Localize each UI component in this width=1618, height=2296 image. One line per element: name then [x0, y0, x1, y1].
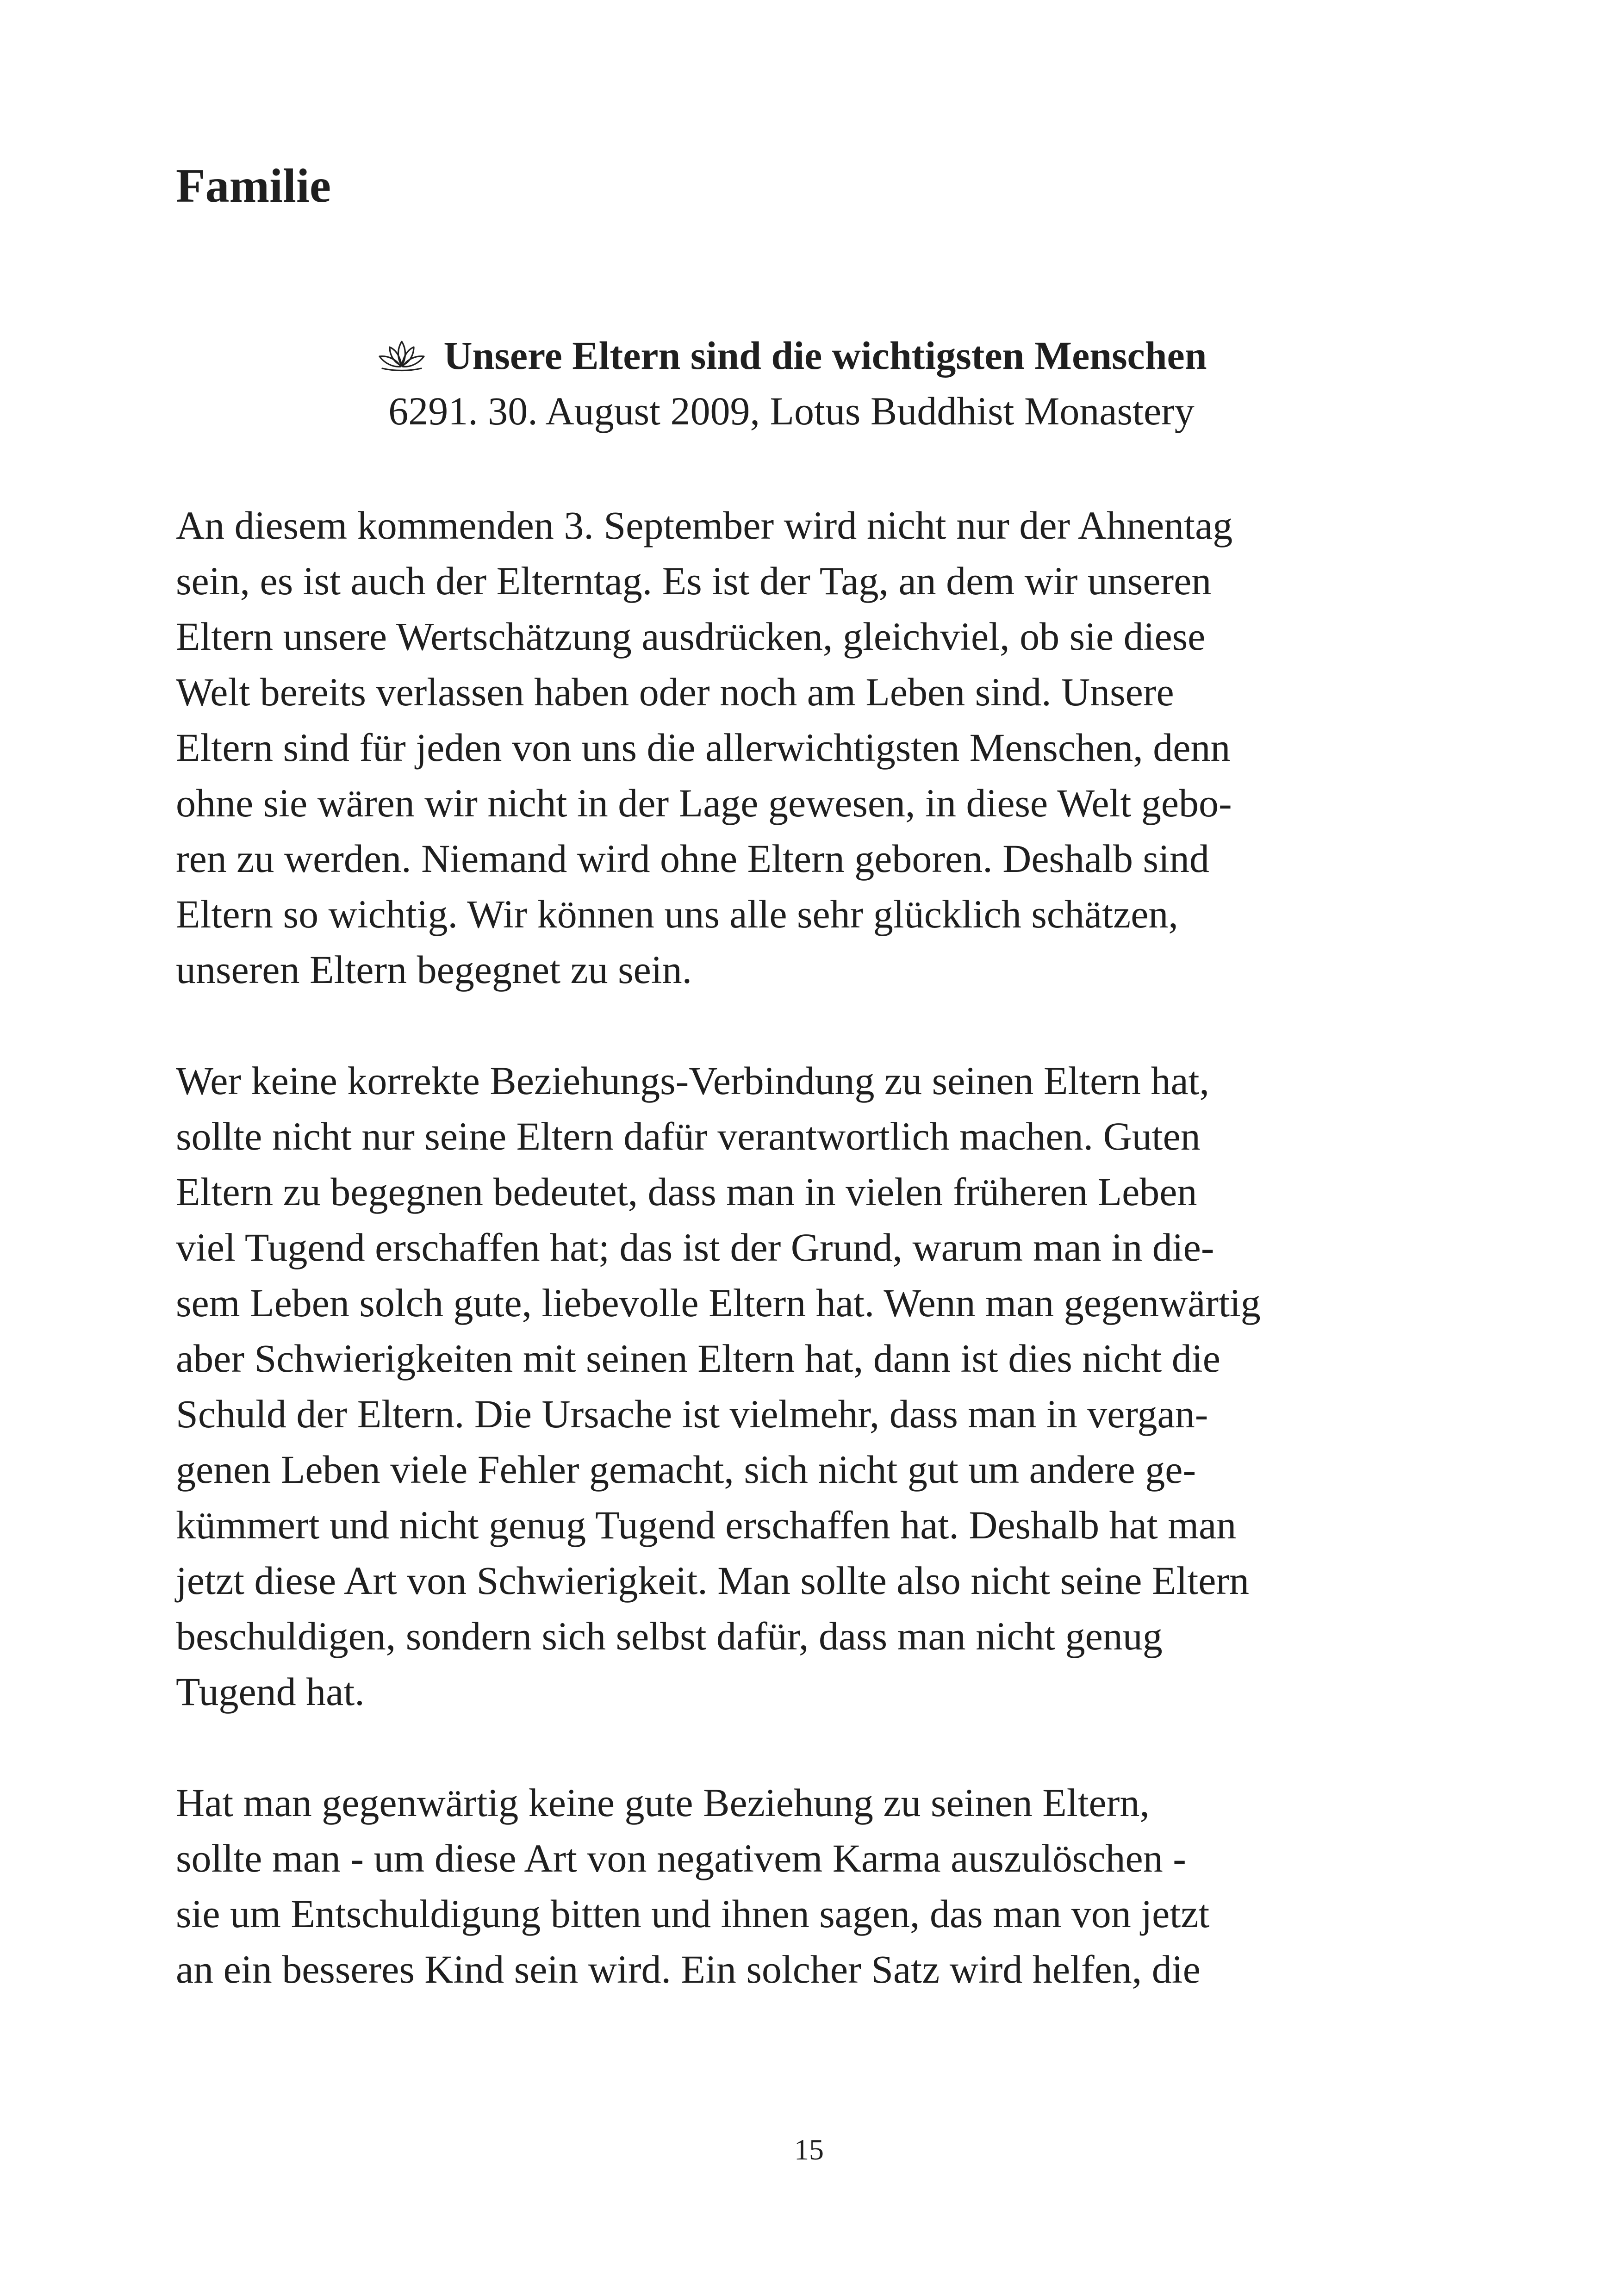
text-line: an ein besseres Kind sein wird. Ein solcher Satz wird helfen, die — [176, 1947, 1201, 1991]
text-line: Welt bereits verlassen haben oder noch am Leben sind. Unsere — [176, 670, 1174, 714]
text-line: ohne sie wären wir nicht in der Lage gewesen, in diese Welt gebo- — [176, 781, 1232, 825]
text-line: viel Tugend erschaffen hat; das ist der Grund, warum man in die- — [176, 1225, 1214, 1269]
text-line: unseren Eltern begegnet zu sein. — [176, 947, 692, 992]
text-line: kümmert und nicht genug Tugend erschaffen hat. Deshalb hat man — [176, 1503, 1237, 1547]
text-line: Eltern sind für jeden von uns die allerwichtigsten Menschen, denn — [176, 725, 1231, 770]
text-line: sollte man - um diese Art von negativem Karma auszulöschen - — [176, 1836, 1186, 1880]
text-line: genen Leben viele Fehler gemacht, sich nicht gut um andere ge- — [176, 1447, 1196, 1492]
text-line: Eltern so wichtig. Wir können uns alle sehr glücklich schätzen, — [176, 892, 1178, 936]
chapter-title: Familie — [176, 159, 331, 212]
section-title-row — [176, 328, 1407, 383]
text-line: beschuldigen, sondern sich selbst dafür, dass man nicht genug — [176, 1614, 1163, 1658]
section-header — [176, 328, 1407, 439]
paragraph — [176, 1053, 1435, 1719]
text-line: sollte nicht nur seine Eltern dafür verantwortlich machen. Guten — [176, 1114, 1201, 1158]
body-text — [176, 498, 1435, 2053]
text-line: ren zu werden. Niemand wird ohne Eltern geboren. Deshalb sind — [176, 836, 1209, 881]
text-line: Wer keine korrekte Beziehungs-Verbindung zu seinen Eltern hat, — [176, 1058, 1210, 1103]
text-line: Schuld der Eltern. Die Ursache ist vielmehr, dass man in vergan- — [176, 1392, 1208, 1436]
section-title: Unsere Eltern sind die wichtigsten Menschen — [443, 333, 1207, 378]
text-line: An diesem kommenden 3. September wird nicht nur der Ahnentag — [176, 503, 1233, 548]
text-line: Eltern zu begegnen bedeutet, dass man in vielen früheren Leben — [176, 1170, 1197, 1214]
paragraph — [176, 1775, 1435, 1997]
text-line: Hat man gegenwärtig keine gute Beziehung zu seinen Eltern, — [176, 1780, 1150, 1825]
lotus-icon — [376, 339, 428, 372]
paragraph — [176, 498, 1435, 997]
page-number: 15 — [794, 2133, 824, 2166]
text-line: Tugend hat. — [176, 1669, 365, 1714]
text-line: jetzt diese Art von Schwierigkeit. Man sollte also nicht seine Eltern — [176, 1558, 1250, 1603]
section-meta: 6291. 30. August 2009, Lotus Buddhist Monastery — [388, 389, 1195, 433]
text-line: sein, es ist auch der Elterntag. Es ist der Tag, an dem wir unseren — [176, 559, 1212, 603]
text-line: sie um Entschuldigung bitten und ihnen sagen, das man von jetzt — [176, 1892, 1210, 1936]
text-line: aber Schwierigkeiten mit seinen Eltern hat, dann ist dies nicht die — [176, 1336, 1220, 1381]
text-line: Eltern unsere Wertschätzung ausdrücken, gleichviel, ob sie diese — [176, 614, 1206, 659]
text-line: sem Leben solch gute, liebevolle Eltern hat. Wenn man gegenwärtig — [176, 1281, 1261, 1325]
